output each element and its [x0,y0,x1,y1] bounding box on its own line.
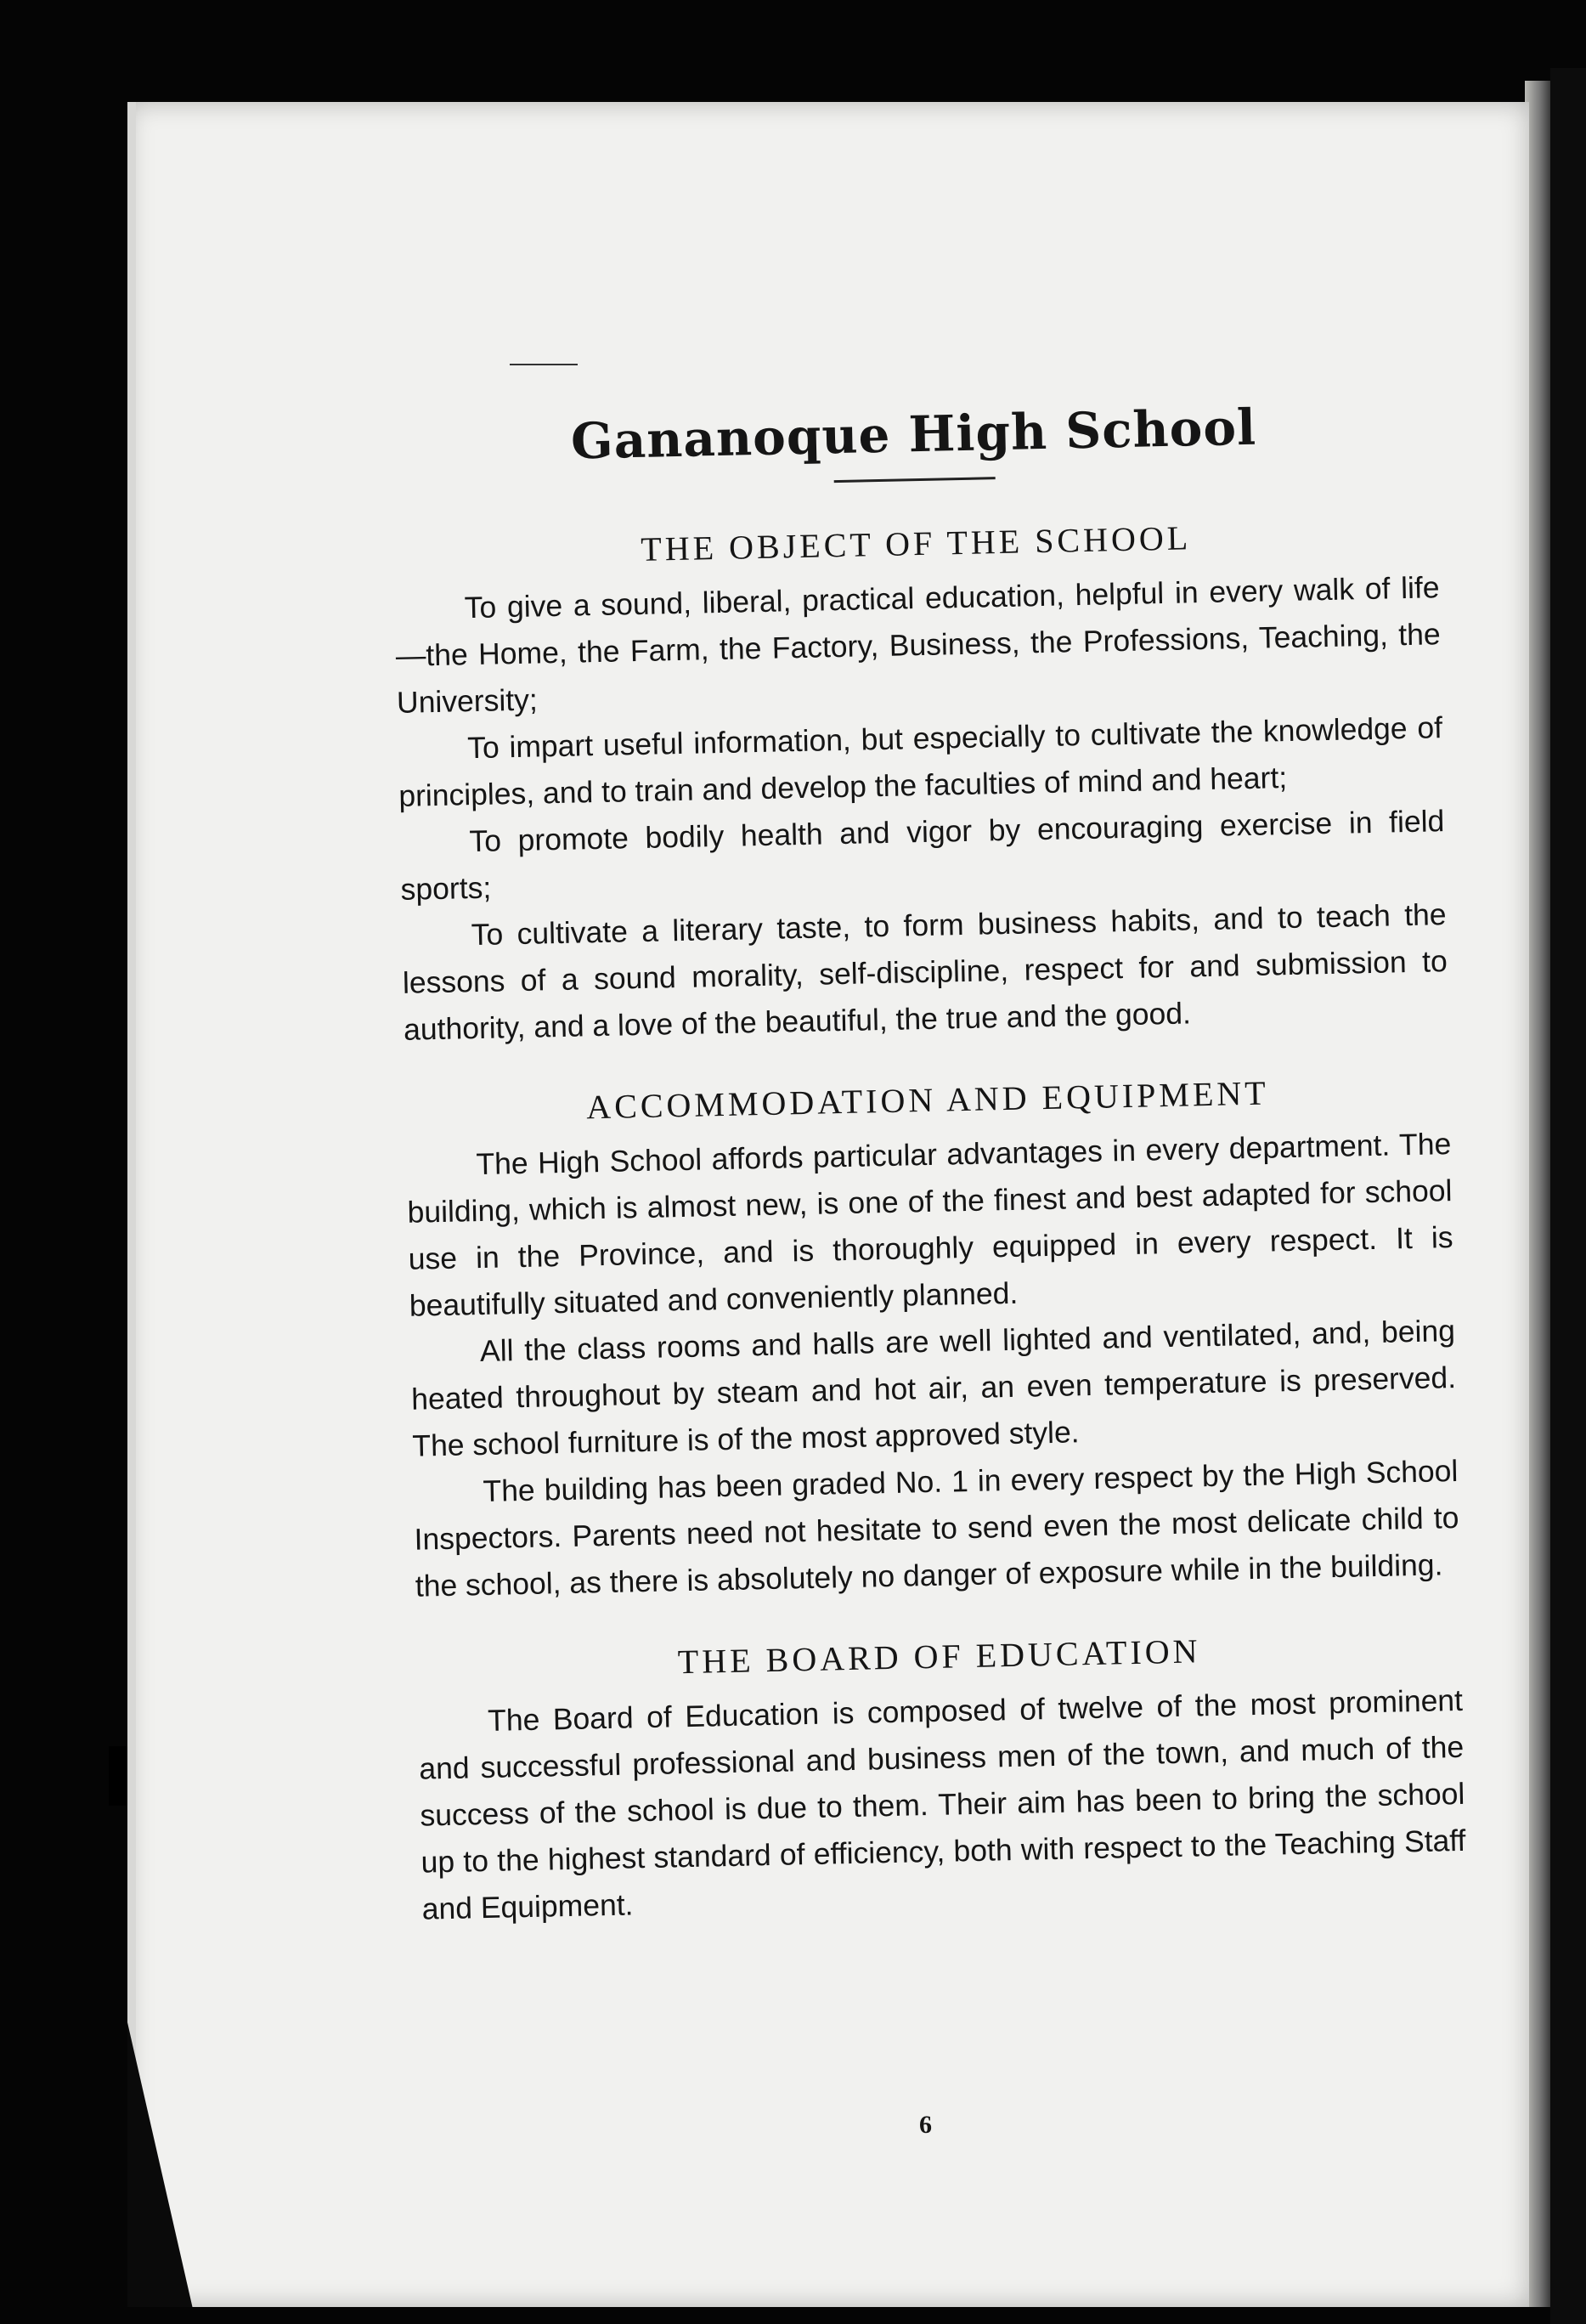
section-heading: THE OBJECT OF THE SCHOOL [640,518,1192,568]
title-underline [834,477,996,483]
paragraph: The building has been graded No. 1 in every respect by the High School Inspectors. Parents need not hesitate to send even the most delicate child to the school, as there is absolutely no danger of exposure while in the building. [414,1453,1459,1603]
paragraph: The High School affords particular advantages in every department. The building, which is almost new, is one of the finest and best adapted for school use in the Province, and is thoroughly equipped in every respect. It is beautifully situated and conveniently planned. [407,1127,1453,1323]
ink-mark [510,364,578,365]
page-content [391,394,1468,1970]
paragraph: To cultivate a literary taste, to form business habits, and to teach the lessons of a sound morality, self-discipline, respect for and submission to authority, and a love of the beautiful, the true and the good. [402,897,1448,1047]
paragraph: To promote bodily health and vigor by encouraging exercise in field sports; [400,804,1445,907]
section-heading: ACCOMMODATION AND EQUIPMENT [585,1073,1270,1127]
scan-background-right [1550,68,1586,2324]
paragraph: To give a sound, liberal, practical education, helpful in every walk of life—the Home, the Farm, the Factory, Business, the Professions, Teaching, the University; [395,570,1442,720]
page-number: 6 [919,2111,932,2139]
paragraph: The Board of Education is composed of twelve of the most prominent and successful professional and business men of the town, and much of the success of the school is due to them. Their aim has been to bring the school up to the highest standard of efficiency, both with respect to the Teaching Staff and Equipment. [418,1682,1466,1926]
paragraph: To impart useful information, but especially to cultivate the knowledge of principles, and to train and develop the faculties of mind and heart; [398,710,1443,813]
section-heading: THE BOARD OF EDUCATION [677,1631,1201,1682]
school-title: Gananoque High School [570,398,1257,471]
binding-tab [109,1746,127,1806]
section-accommodation [405,1069,1461,1610]
section-object [393,512,1449,1054]
paragraph: All the class rooms and halls are well lighted and ventilated, and, being heated throughout by steam and hot air, an even temperature is preserved. The school furniture is of the most approved style. [410,1314,1457,1463]
page-left-edge [127,102,136,2307]
section-board [416,1626,1467,1933]
